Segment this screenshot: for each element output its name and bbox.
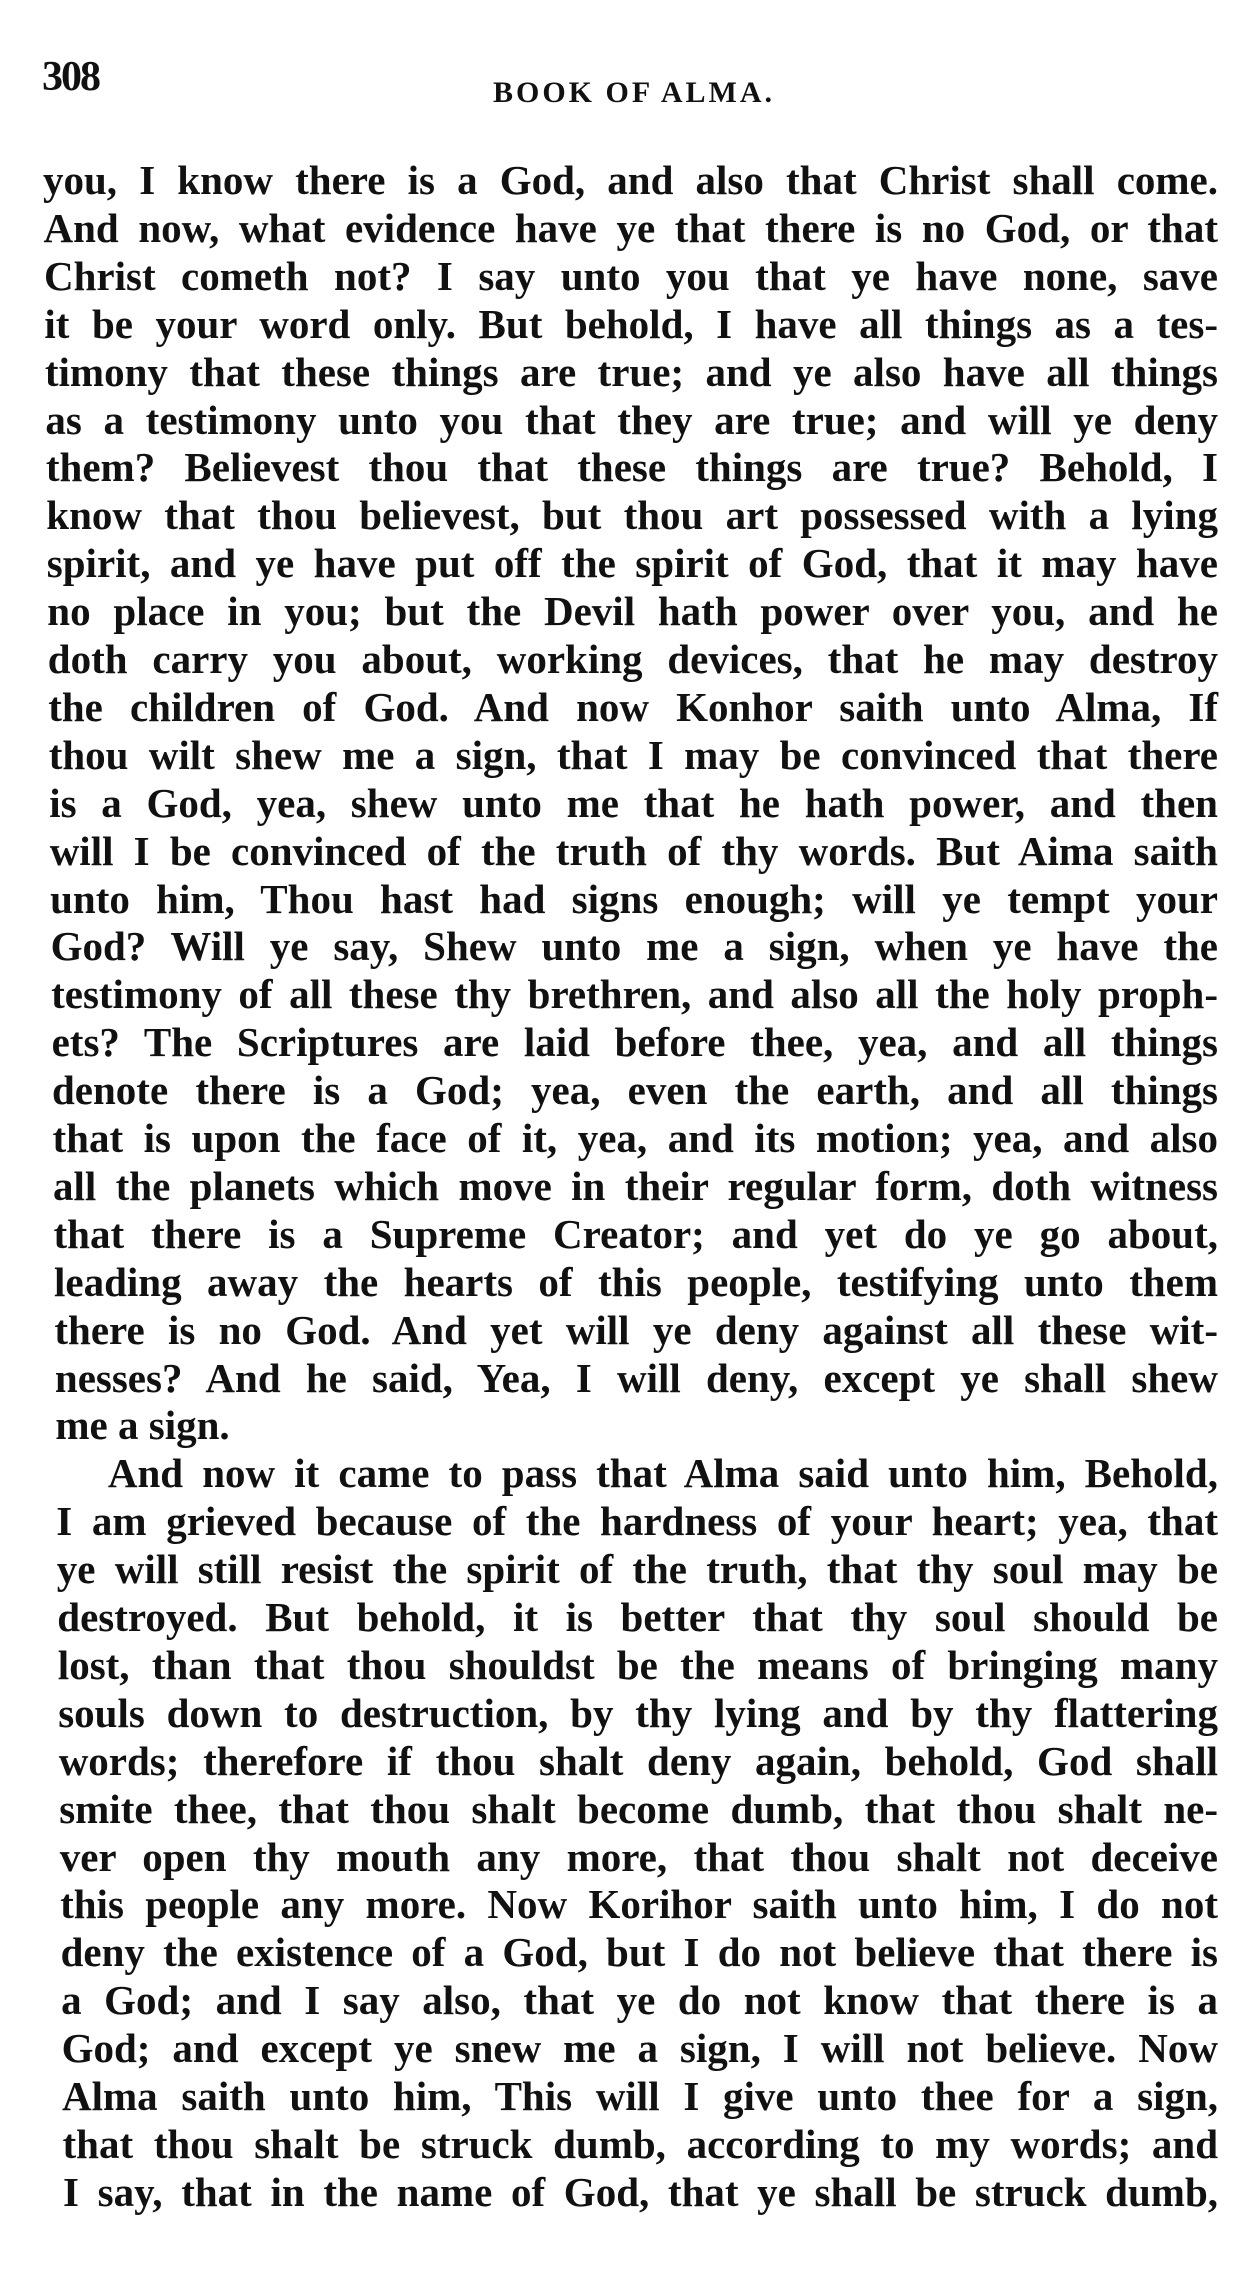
page-number: 308 [42,54,99,100]
text-line: nesses? And he said, Yea, I will deny, except ye shall shew [54,1354,1218,1401]
text-line: will I be convinced of the truth of thy words. But Aima saith [49,827,1218,874]
text-line: spirit, and ye have put off the spirit of God, that it may have [46,540,1218,587]
text-line: ver open thy mouth any more, that thou shalt not deceive [59,1833,1218,1880]
text-line: the children of God. And now Konhor saith unto Alma, If [48,683,1218,730]
text-line: Alma saith unto him, This will I give unto thee for a sign, [62,2073,1218,2119]
text-line: smite thee, that thou shalt become dumb, that thou shalt ne- [59,1785,1218,1832]
text-line: ye will still resist the spirit of the truth, that thy soul may be [56,1546,1218,1593]
text-line: testimony of all these thy brethren, and also all the holy proph- [51,971,1218,1018]
paragraph-first-line: And now it came to pass that Alma said unto him, Behold, [107,1450,1218,1497]
text-line: doth carry you about, working devices, that he may destroy [47,636,1218,682]
text-line: me a sign. [55,1402,230,1449]
text-line: all the planets which move in their regular form, doth witness [53,1162,1218,1209]
text-line: thou wilt shew me a sign, that I may be convinced that there [48,731,1218,778]
text-line: Christ cometh not? I say unto you that ye have none, save [44,252,1218,299]
text-line: God? Will ye say, Shew unto me a sign, when ye have the [50,923,1218,970]
text-line: denote there is a God; yea, even the earth, and all things [52,1067,1218,1114]
text-line: And now, what evidence have ye that there is no God, or that [43,204,1218,251]
text-line: I say, that in the name of God, that ye shall be struck dumb, [63,2168,1218,2215]
text-line: that is upon the face of it, yea, and its motion; yea, and also [52,1115,1218,1161]
text-line: it be your word only. But behold, I have all things as a tes- [44,300,1218,347]
running-title: BOOK OF ALMA. [492,76,776,109]
text-line: lost, than that thou shouldst be the means of bringing many [57,1641,1218,1688]
text-line: God; and except ye snew me a sign, I will not believe. Now [61,2025,1218,2072]
text-line: souls down to destruction, by thy lying and by thy flattering [58,1689,1218,1736]
text-line: a God; and I say also, that ye do not know that there is a [61,1977,1218,2024]
text-line: there is no God. And yet will ye deny against all these wit- [54,1306,1218,1353]
text-line: them? Believest thou that these things are true? Behold, I [45,444,1218,491]
text-line: know that thou believest, but thou art possessed with a lying [46,492,1218,539]
text-line: leading away the hearts of this people, testifying unto them [54,1258,1218,1305]
text-line: is a God, yea, shew unto me that he hath power, and then [49,779,1218,826]
text-line: that there is a Supreme Creator; and yet do ye go about, [53,1210,1218,1257]
text-line: this people any more. Now Korihor saith unto him, I do not [60,1881,1218,1928]
text-line: unto him, Thou hast had signs enough; will ye tempt your [50,875,1218,922]
text-line: words; therefore if thou shalt deny again, behold, God shall [58,1737,1218,1784]
text-line: no place in you; but the Devil hath power over you, and he [47,588,1218,635]
text-line: that thou shalt be struck dumb, according to my words; and [62,2120,1218,2167]
text-line: timony that these things are true; and ye also have all things [44,348,1218,395]
text-line: destroyed. But behold, it is better that thy soul should be [57,1594,1218,1640]
text-line: I am grieved because of the hardness of your heart; yea, that [56,1498,1218,1545]
text-line: you, I know there is a God, and also that Christ shall come. [43,157,1218,203]
text-line: ets? The Scriptures are laid before thee, yea, and all things [51,1019,1218,1066]
text-line: deny the existence of a God, but I do not believe that there is [60,1929,1218,1976]
text-line: as a testimony unto you that they are true; and will ye deny [45,396,1218,443]
